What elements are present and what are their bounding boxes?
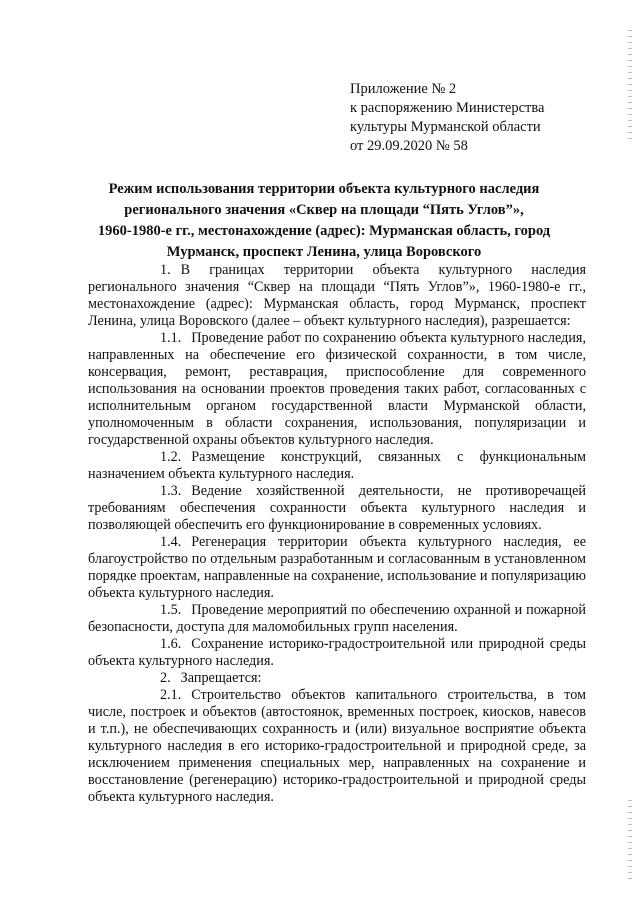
paragraph-text: Размещение конструкций, связанных с функциональным назначением объекта культурного наследия. bbox=[88, 449, 586, 482]
paragraph-text: Запрещается: bbox=[180, 670, 262, 686]
appendix-line: культуры Мурманской области bbox=[350, 119, 541, 135]
appendix-line: от 29.09.2020 № 58 bbox=[350, 138, 468, 154]
appendix-line: к распоряжению Министерства bbox=[350, 100, 545, 116]
paragraph-number: 1. bbox=[160, 262, 171, 278]
paragraph-text: Проведение работ по сохранению объекта культурного наследия, направленных на обеспечение его физической сохранности, в том числе, консервация, ремонт, реставрация, приспособление для современного использования на основании проектов проведения таких работ, согласованных с исполнительным органом государственной власти Мурманской области, уполномоченным в области сохранения, использования, популяризации и государственной охраны объектов культурного наследия. bbox=[88, 330, 586, 448]
paragraph-number: 1.5. bbox=[160, 602, 182, 618]
paragraph-number: 1.2. bbox=[160, 449, 182, 465]
document-title bbox=[96, 179, 552, 263]
paragraph-2-1 bbox=[88, 687, 586, 806]
paragraph-text: В границах территории объекта культурного наследия регионального значения “Сквер на площади “Пять Углов”», 1960-1980-е гг., местонахождение (адрес): Мурманская область, город Мурманск, проспект Ленина, улица Воровского (далее – объект культурного наследия), разрешается: bbox=[88, 262, 586, 329]
paragraph-1-2 bbox=[88, 449, 586, 483]
paragraph-number: 1.4. bbox=[160, 534, 182, 550]
scan-edge-marks bbox=[628, 800, 632, 880]
title-line: Мурманск, проспект Ленина, улица Воровского bbox=[166, 244, 482, 260]
paragraph-1-1 bbox=[88, 330, 586, 449]
paragraph-text: Сохранение историко-градостроительной или природной среды объекта культурного наследия. bbox=[88, 636, 586, 669]
paragraph-number: 2.1. bbox=[160, 687, 182, 703]
appendix-header bbox=[350, 80, 580, 156]
paragraph-1-5 bbox=[88, 602, 586, 636]
paragraph-1-3 bbox=[88, 483, 586, 534]
paragraph-1 bbox=[88, 262, 586, 330]
title-line: 1960-1980-е гг., местонахождение (адрес): Мурманская область, город bbox=[97, 223, 551, 239]
paragraph-text: Ведение хозяйственной деятельности, не противоречащей требованиям обеспечения сохранности объекта культурного наследия и позволяющей обеспечить его функционирование в современных условиях. bbox=[88, 483, 586, 533]
paragraph-text: Регенерация территории объекта культурного наследия, ее благоустройство по отдельным разработанным и согласованным в установленном порядке проектам, направленные на сохранение, использование и популяризацию объекта культурного наследия. bbox=[88, 534, 586, 601]
paragraph-number: 1.1. bbox=[160, 330, 182, 346]
document-body bbox=[88, 262, 586, 806]
paragraph-1-6 bbox=[88, 636, 586, 670]
paragraph-1-4 bbox=[88, 534, 586, 602]
paragraph-text: Проведение мероприятий по обеспечению охранной и пожарной безопасности, доступа для маломобильных групп населения. bbox=[88, 602, 586, 635]
paragraph-number: 2. bbox=[160, 670, 171, 686]
paragraph-number: 1.6. bbox=[160, 636, 182, 652]
paragraph-number: 1.3. bbox=[160, 483, 182, 499]
scan-edge-marks bbox=[628, 30, 632, 140]
paragraph-2 bbox=[88, 670, 586, 687]
title-line: Режим использования территории объекта культурного наследия bbox=[108, 181, 540, 197]
appendix-line: Приложение № 2 bbox=[350, 81, 457, 97]
title-line: регионального значения «Сквер на площади “Пять Углов”», bbox=[124, 202, 524, 218]
paragraph-text: Строительство объектов капитального строительства, в том числе, построек и объектов (автостоянок, временных построек, киосков, навесов и т.п.), не обеспечивающих сохранность и (или) визуальное восприятие объекта культурного наследия в его историко-градостроительной и природной среде, за исключением применения специальных мер, направленных на сохранение и восстановление (регенерацию) историко-градостроительной и природной среды объекта культурного наследия. bbox=[88, 687, 586, 805]
